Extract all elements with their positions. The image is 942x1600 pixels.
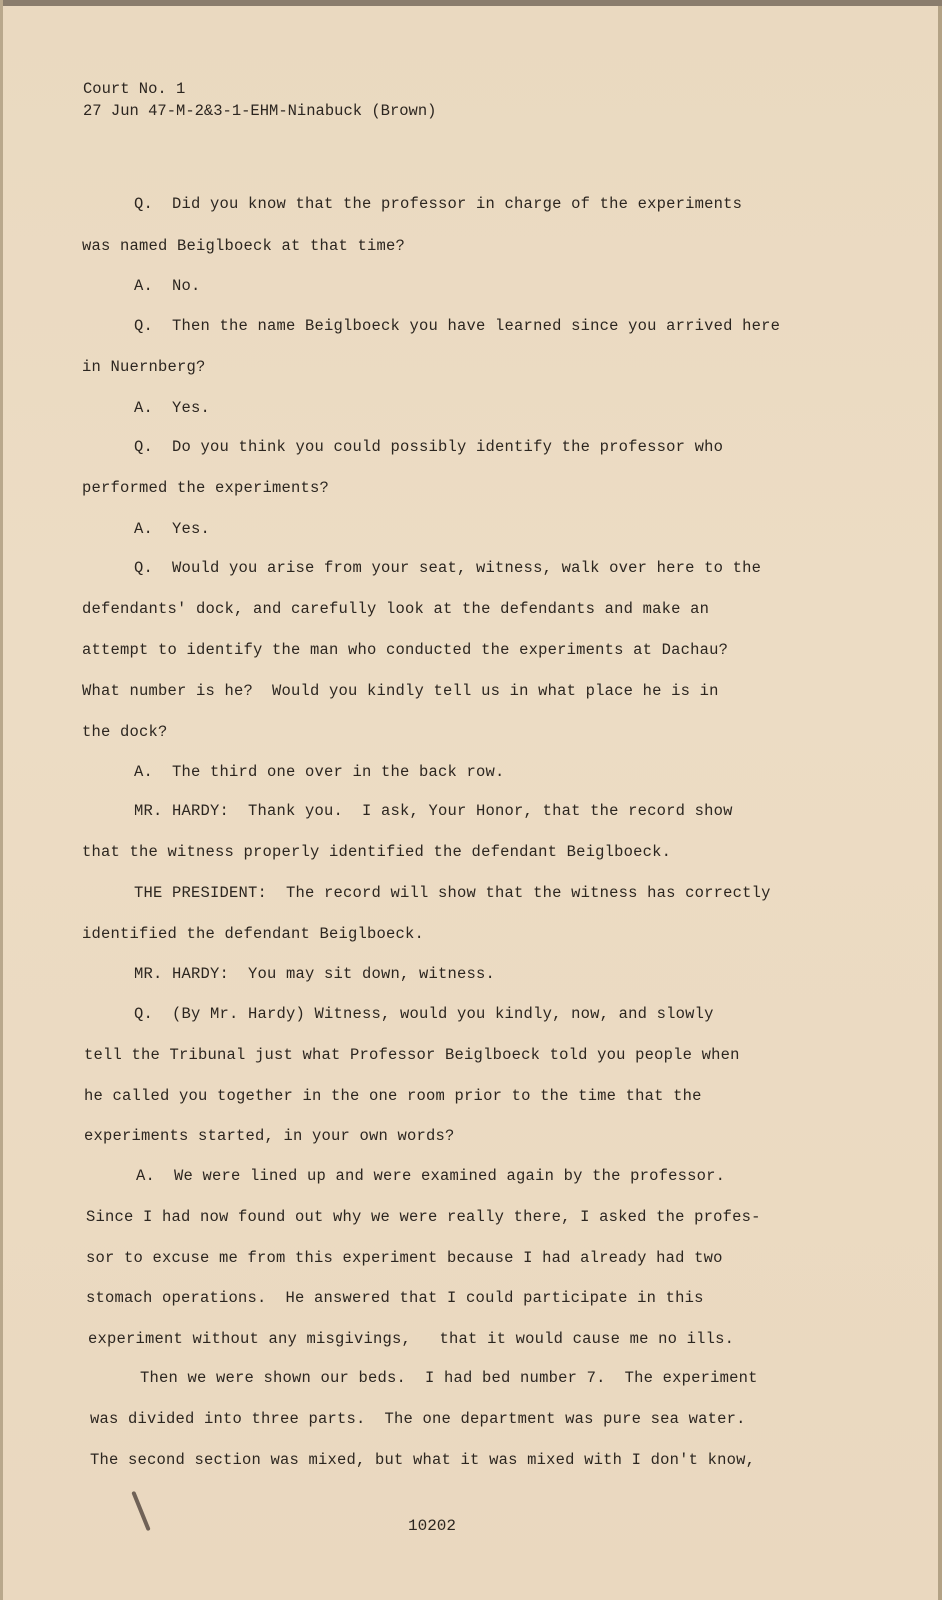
transcript-line: experiment without any misgivings, that it would cause me no ills. — [88, 1330, 735, 1348]
transcript-line: MR. HARDY: Thank you. I ask, Your Honor, that the record show — [134, 802, 733, 820]
transcript-line: tell the Tribunal just what Professor Beiglboeck told you people when — [84, 1046, 740, 1064]
transcript-line: stomach operations. He answered that I could participate in this — [86, 1289, 704, 1307]
transcript-line: performed the experiments? — [82, 479, 330, 497]
transcript-line: he called you together in the one room prior to the time that the — [84, 1087, 702, 1105]
transcript-line: attempt to identify the man who conducted the experiments at Dachau? — [82, 641, 729, 659]
transcript-line: Q. Did you know that the professor in charge of the experiments — [134, 195, 743, 213]
transcript-line: Q. (By Mr. Hardy) Witness, would you kindly, now, and slowly — [134, 1005, 714, 1023]
transcript-line: defendants' dock, and carefully look at the defendants and make an — [82, 600, 710, 618]
transcript-line: sor to excuse me from this experiment because I had already had two — [86, 1249, 723, 1267]
court-number: Court No. 1 — [83, 80, 186, 98]
transcript-line: Q. Would you arise from your seat, witness, walk over here to the — [134, 559, 762, 577]
margin-pencil-mark — [131, 1491, 150, 1531]
transcript-line: THE PRESIDENT: The record will show that the witness has correctly — [134, 884, 771, 902]
transcript-line: A. No. — [134, 277, 201, 295]
transcript-line: in Nuernberg? — [82, 358, 206, 376]
transcript-line: The second section was mixed, but what it was mixed with I don't know, — [90, 1451, 756, 1469]
session-reference: 27 Jun 47-M-2&3-1-EHM-Ninabuck (Brown) — [83, 102, 437, 120]
scan-edge — [3, 0, 942, 6]
document-header — [83, 78, 436, 122]
transcript-line: identified the defendant Beiglboeck. — [82, 925, 425, 943]
transcript-line: A. Yes. — [134, 399, 211, 417]
transcript-line: Since I had now found out why we were really there, I asked the profes- — [86, 1208, 761, 1226]
transcript-line: that the witness properly identified the defendant Beiglboeck. — [82, 843, 672, 861]
transcript-line: Q. Do you think you could possibly identify the professor who — [134, 438, 724, 456]
transcript-line: Q. Then the name Beiglboeck you have learned since you arrived here — [134, 317, 781, 335]
page-number: 10202 — [408, 1517, 457, 1535]
transcript-line: What number is he? Would you kindly tell us in what place he is in — [82, 682, 719, 700]
transcript-line: A. Yes. — [134, 520, 211, 538]
transcript-line: was named Beiglboeck at that time? — [82, 237, 406, 255]
transcript-line: the dock? — [82, 723, 168, 741]
transcript-line: Then we were shown our beds. I had bed number 7. The experiment — [140, 1369, 758, 1387]
transcript-line: experiments started, in your own words? — [84, 1127, 455, 1145]
transcript-line: MR. HARDY: You may sit down, witness. — [134, 965, 496, 983]
transcript-line: A. We were lined up and were examined again by the professor. — [136, 1167, 726, 1185]
transcript-line: A. The third one over in the back row. — [134, 763, 505, 781]
transcript-line: was divided into three parts. The one department was pure sea water. — [90, 1410, 746, 1428]
